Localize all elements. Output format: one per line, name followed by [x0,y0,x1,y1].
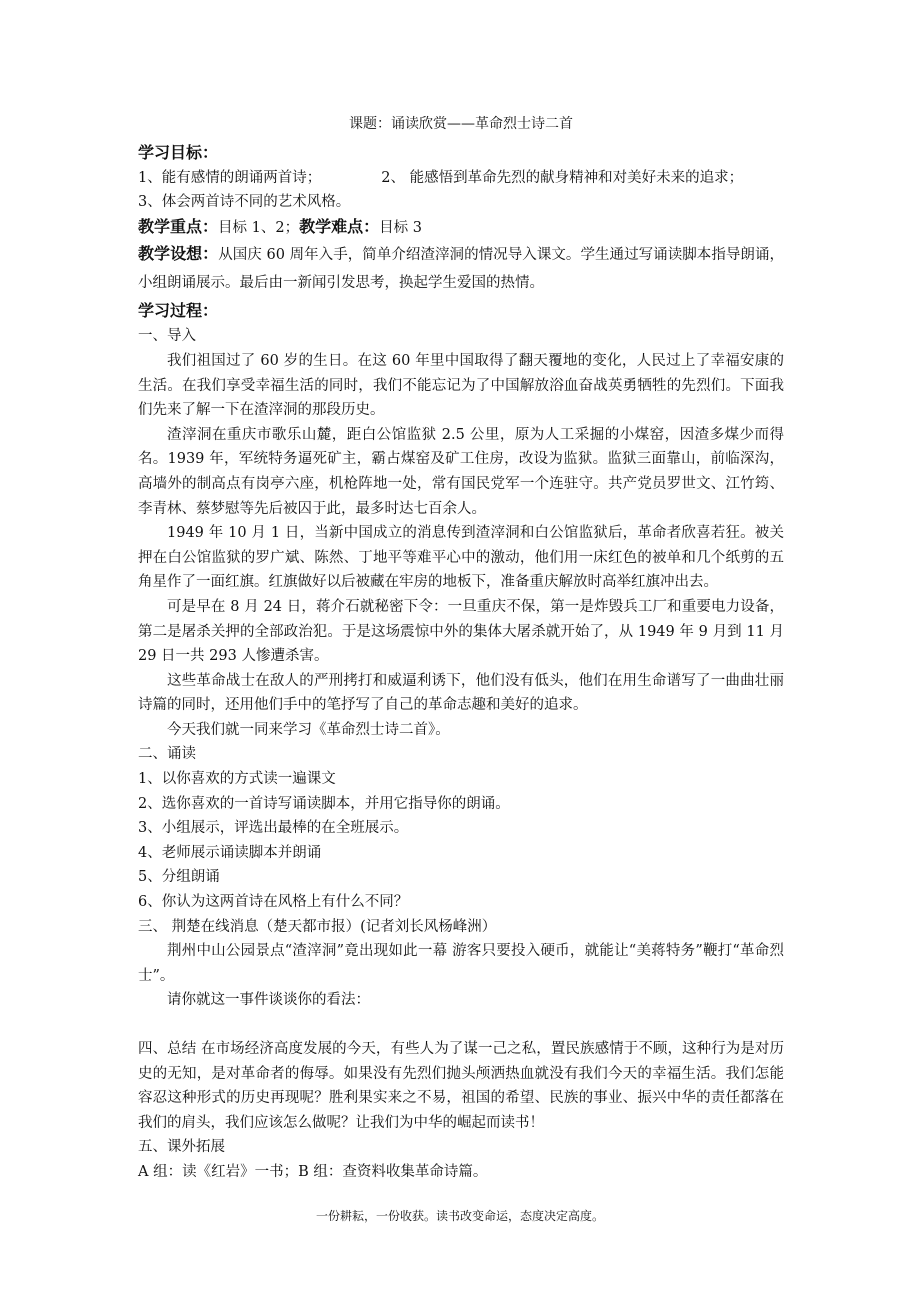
reading-step-5: 5、分组朗诵 [138,869,220,886]
key-point-label: 教学重点： [138,216,219,236]
intro-paragraph-2: 渣滓洞在重庆市歌乐山麓，距白公馆监狱 2.5 公里，原为人工采掘的小煤窑，因渣多煤少而得名。1939 年，军统特务逼死矿主，霸占煤窑及矿工住房，改设为监狱。监狱三面靠山，前临深沟，高墙外的制高点有岗亭六座，机枪阵地一处，常有国民党军一个连驻守。共产党员罗世文、江竹筠、李青林、蔡梦慰等先后被囚于此，最多时达七百余人。 [138,426,784,517]
intro-paragraph-1: 我们祖国过了 60 岁的生日。在这 60 年里中国取得了翻天覆地的变化，人民过上了幸福安康的生活。在我们享受幸福生活的同时，我们不能忘记为了中国解放浴血奋战英勇牺牲的先烈们。下面我们先来了解一下在渣滓洞的那段历史。 [138,352,784,419]
blank-space [138,1013,784,1037]
design-label: 教学设想： [138,244,219,264]
key-point-value: 目标 1、2； [218,219,300,236]
page-footer: 一份耕耘，一份收获。读书改变命运，态度决定高度。 [315,1209,604,1223]
goal-2: 2、 能感悟到革命先烈的献身精神和对美好未来的追求； [381,169,744,186]
intro-paragraph-3: 1949 年 10 月 1 日，当新中国成立的消息传到渣滓洞和白公馆监狱后，革命者欣喜若狂。被关押在白公馆监狱的罗广斌、陈然、丁地平等难平心中的激动，他们用一床红色的被单和几个纸剪的五角星作了一面红旗。红旗做好以后被藏在牢房的地板下，准备重庆解放时高举红旗冲出去。 [138,525,784,591]
intro-paragraph-5: 这些革命战士在敌人的严刑拷打和威逼利诱下，他们没有低头，他们在用生命谱写了一曲曲壮丽诗篇的同时，还用他们手中的笔抒写了自己的革命志趣和美好的追求。 [138,672,784,714]
difficulty-label: 教学难点： [299,216,380,236]
reading-step-2: 2、选你喜欢的一首诗写诵读脚本，并用它指导你的朗诵。 [138,795,510,812]
news-paragraph: 荆州中山公园景点“渣滓洞”竟出现如此一幕 游客只要投入硬币，就能让“美蒋特务”鞭打“革命烈士”。 [138,943,784,984]
reading-step-4: 4、老师展示诵读脚本并朗诵 [138,844,322,861]
section-2-heading: 二、诵读 [138,746,196,763]
goals-heading: 学习目标： [138,142,219,162]
design-text: 从国庆 60 周年入手，简单介绍渣滓洞的情况导入课文。学生通过写诵读脚本指导朗诵，小组朗诵展示。最后由一新闻引发思考，换起学生爱国的热情。 [138,247,784,292]
intro-paragraph-4: 可是早在 8 月 24 日，蒋介石就秘密下令：一旦重庆不保，第一是炸毁兵工厂和重要电力设备，第二是屠杀关押的全部政治犯。于是这场震惊中外的集体大屠杀就开始了，从 1949 年 9 月到 11 月 29 日一共 293 人惨遭杀害。 [138,598,784,665]
extension-tasks: A 组：读《红岩》一书；B 组：查资料收集革命诗篇。 [138,1163,488,1180]
process-heading: 学习过程： [138,301,219,321]
section-4-summary: 四、总结 在市场经济高度发展的今天，有些人为了谋一己之私，置民族感情于不顾，这种行为是对历史的无知，是对革命者的侮辱。如果没有先烈们抛头颅洒热血就没有我们今天的幸福生活。我们怎能容忍这种形式的历史再现呢？胜利果实来之不易，祖国的希望、民族的事业、振兴中华的责任都落在我们的肩头，我们应该怎么做呢？让我们为中华的崛起而读书！ [138,1041,784,1131]
reading-step-3: 3、小组展示，评选出最棒的在全班展示。 [138,820,409,837]
section-5-heading: 五、课外拓展 [138,1139,225,1156]
reading-step-6: 6、你认为这两首诗在风格上有什么不同？ [138,894,409,911]
lesson-title: 课题：诵读欣赏——革命烈士诗二首 [349,116,573,132]
focus-line [138,215,784,241]
design-paragraph [138,240,784,297]
difficulty-value: 目标 3 [379,219,422,236]
goals-row [138,166,784,191]
section-3-heading: 三、 荆楚在线消息（楚天都市报）(记者刘长风杨峰洲） [138,918,497,935]
section-1-heading: 一、导入 [138,328,196,345]
goal-3: 3、体会两首诗不同的艺术风格。 [138,194,351,211]
intro-paragraph-6: 今天我们就一同来学习《革命烈士诗二首》。 [167,721,450,738]
document-page [138,112,784,1185]
goal-1: 1、能有感情的朗诵两首诗； [138,169,322,186]
opinion-prompt: 请你就这一事件谈谈你的看法： [167,992,370,1009]
reading-step-1: 1、以你喜欢的方式读一遍课文 [138,771,336,788]
